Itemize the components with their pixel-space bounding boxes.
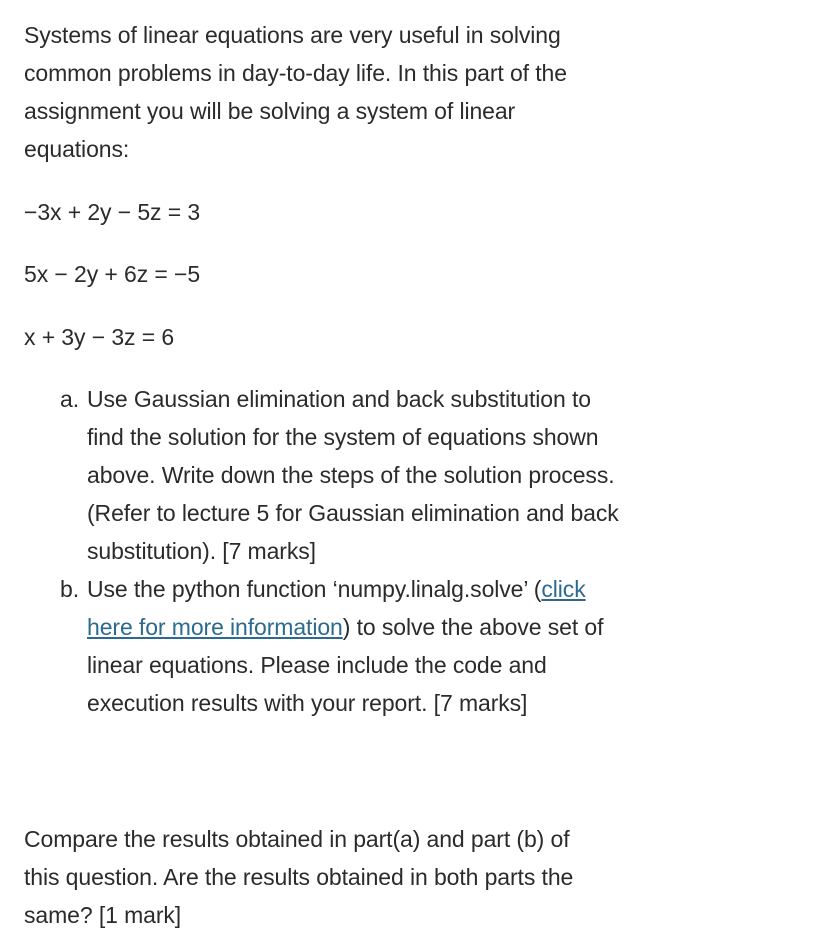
part-a-text: Use Gaussian elimination and back substitution to find the solution for the system of equations shown above. Write down the steps of the solution process. (Refer to lecture 5 for Gaussian elimination and back substitution). [7 marks] — [87, 386, 619, 564]
part-b — [60, 570, 620, 722]
equation-2: 5x − 2y + 6z = −5 — [24, 261, 201, 287]
question-parts-list — [60, 380, 620, 722]
closing-paragraph: Compare the results obtained in part(a) and part (b) of this question. Are the results obtained in both parts the same? [1 mark] — [24, 826, 574, 928]
part-b-marker: b. — [60, 576, 79, 602]
part-b-text-after: ) to solve the above set of linear equations. Please include the code and execution results with your report. [7 marks] — [87, 614, 604, 716]
part-a-marker: a. — [60, 386, 79, 412]
more-information-link[interactable]: click here for more information — [87, 576, 586, 640]
part-a — [60, 380, 620, 570]
equation-3: x + 3y − 3z = 6 — [24, 324, 175, 350]
part-b-text-before: Use the python function ‘numpy.linalg.solve’ ( — [87, 576, 542, 602]
equation-1: −3x + 2y − 5z = 3 — [24, 199, 201, 225]
intro-paragraph: Systems of linear equations are very useful in solving common problems in day-to-day life. In this part of the assignment you will be solving a system of linear equations: — [24, 22, 567, 162]
